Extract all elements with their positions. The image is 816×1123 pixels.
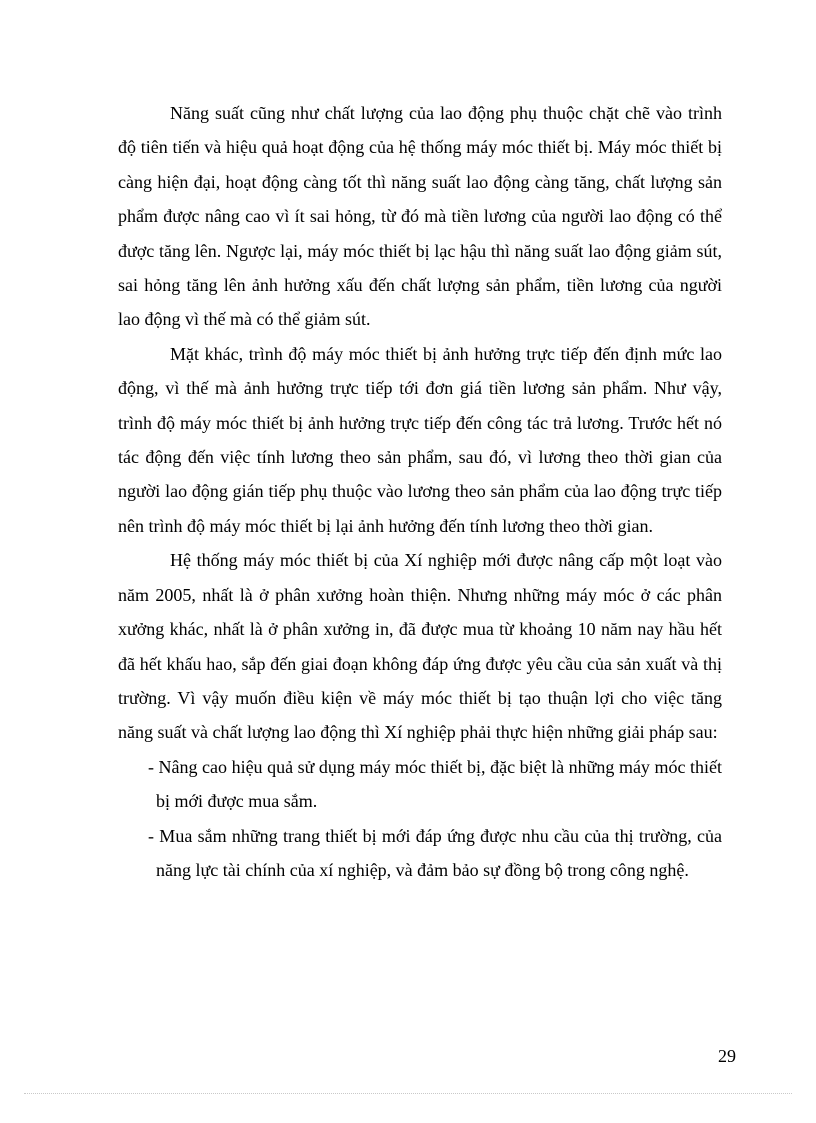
paragraph-labor-productivity: Năng suất cũng như chất lượng của lao động phụ thuộc chặt chẽ vào trình độ tiên tiến và hiệu quả hoạt động của hệ thống máy móc thiết bị. Máy móc thiết bị càng hiện đại, hoạt động càng tốt thì năng suất lao động càng tăng, chất lượng sản phẩm được nâng cao vì ít sai hỏng, từ đó mà tiền lương của người lao động có thể được tăng lên. Ngược lại, máy móc thiết bị lạc hậu thì năng suất lao động giảm sút, sai hỏng tăng lên ảnh hưởng xấu đến chất lượng sản phẩm, tiền lương của người lao động vì thế mà có thể giảm sút.: [118, 103, 722, 330]
bullet-item-efficiency: - Nâng cao hiệu quả sử dụng máy móc thiết bị, đặc biệt là những máy móc thiết bị mới được mua sắm.: [148, 756, 722, 812]
page-number: 29: [718, 1046, 736, 1066]
paragraph-equipment-impact: Mặt khác, trình độ máy móc thiết bị ảnh hưởng trực tiếp đến định mức lao động, vì thế mà ảnh hưởng trực tiếp tới đơn giá tiền lương sản phẩm. Như vậy, trình độ máy móc thiết bị ảnh hưởng trực tiếp đến công tác trả lương. Trước hết nó tác động đến việc tính lương theo sản phẩm, sau đó, vì lương theo thời gian của người lao động gián tiếp phụ thuộc vào lương theo sản phẩm của lao động trực tiếp nên trình độ máy móc thiết bị lại ảnh hưởng đến tính lương theo thời gian.: [118, 343, 722, 536]
footer-divider: [24, 1093, 792, 1094]
paragraph-equipment-status: Hệ thống máy móc thiết bị của Xí nghiệp mới được nâng cấp một loạt vào năm 2005, nhất là ở phân xưởng hoàn thiện. Nhưng những máy móc ở các phân xưởng khác, nhất là ở phân xưởng in, đã được mua từ khoảng 10 năm nay hầu hết đã hết khấu hao, sắp đến giai đoạn không đáp ứng được yêu cầu của sản xuất và thị trường. Vì vậy muốn điều kiện về máy móc thiết bị tạo thuận lợi cho việc tăng năng suất và chất lượng lao động thì Xí nghiệp phải thực hiện những giải pháp sau:: [118, 550, 722, 743]
bullet-item-procurement: - Mua sắm những trang thiết bị mới đáp ứng được nhu cầu của thị trường, của năng lực tài chính của xí nghiệp, và đảm bảo sự đồng bộ trong công nghệ.: [148, 825, 722, 880]
document-body: [118, 96, 722, 887]
